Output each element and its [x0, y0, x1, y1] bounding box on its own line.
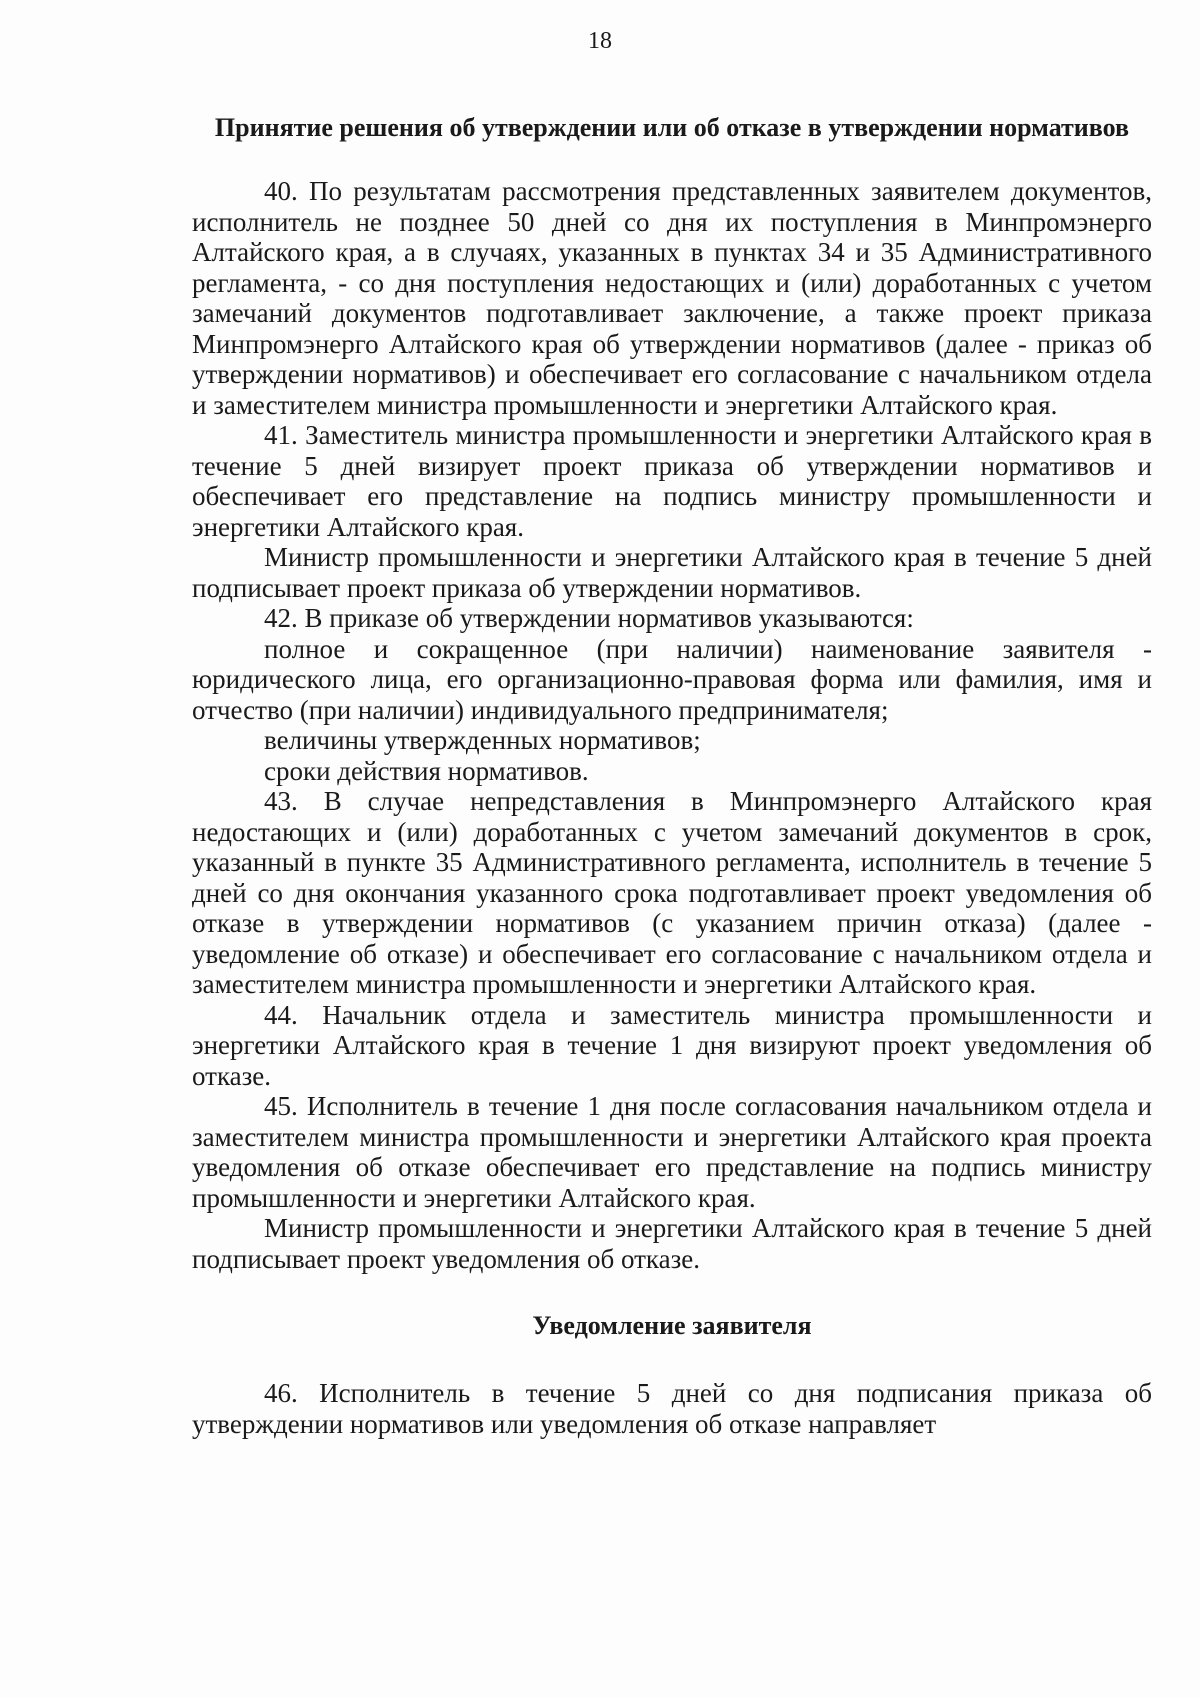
paragraph-42-item-values: величины утвержденных нормативов; [264, 725, 701, 755]
paragraph-46: 46. Исполнитель в течение 5 дней со дня подписания приказа об утверждении нормативов или уведомления об отказе направляет [192, 1378, 1152, 1439]
paragraph-43: 43. В случае непредставления в Минпромэнерго Алтайского края недостающих и (или) доработанных с учетом замечаний документов в срок, указанный в пункте 35 Административного регламента, исполнитель в течение 5 дней со дня окончания указанного срока подготавливает проект уведомления об отказе в утверждении нормативов (с указанием причин отказа) (далее - уведомление об отказе) и обеспечивает его согласование с начальником отдела и заместителем министра промышленности и энергетики Алтайского края. [192, 786, 1152, 999]
section-heading-notification: Уведомление заявителя [532, 1311, 812, 1340]
paragraph-42-item-name: полное и сокращенное (при наличии) наименование заявителя - юридического лица, его организационно-правовая форма или фамилия, имя и отчество (при наличии) индивидуального предпринимателя; [192, 633, 1152, 725]
page-number: 18 [588, 28, 612, 54]
paragraph-45-minister: Министр промышленности и энергетики Алтайского края в течение 5 дней подписывает проект уведомления об отказе. [192, 1213, 1152, 1274]
paragraph-41-minister: Министр промышленности и энергетики Алтайского края в течение 5 дней подписывает проект приказа об утверждении нормативов. [192, 542, 1152, 603]
paragraph-40: 40. По результатам рассмотрения представленных заявителем документов, исполнитель не позднее 50 дней со дня их поступления в Минпромэнерго Алтайского края, а в случаях, указанных в пунктах 34 и 35 Административного регламента, - со дня поступления недостающих и (или) доработанных с учетом замечаний документов подготавливает заключение, а также проект приказа Минпромэнерго Алтайского края об утверждении нормативов (далее - приказ об утверждении нормативов) и обеспечивает его согласование с начальником отдела и заместителем министра промышленности и энергетики Алтайского края. [192, 176, 1152, 420]
paragraph-44: 44. Начальник отдела и заместитель министра промышленности и энергетики Алтайского края в течение 1 дня визируют проект уведомления об отказе. [192, 999, 1152, 1091]
paragraph-45: 45. Исполнитель в течение 1 дня после согласования начальником отдела и заместителем министра промышленности и энергетики Алтайского края проекта уведомления об отказе обеспечивает его представление на подпись министру промышленности и энергетики Алтайского края. [192, 1091, 1152, 1213]
section-heading-decision: Принятие решения об утверждении или об отказе в утверждении нормативов [214, 113, 1130, 142]
document-body [192, 110, 1152, 1439]
paragraph-42: 42. В приказе об утверждении нормативов указываются: [264, 603, 914, 633]
paragraph-41: 41. Заместитель министра промышленности и энергетики Алтайского края в течение 5 дней визирует проект приказа об утверждении нормативов и обеспечивает его представление на подпись министру промышленности и энергетики Алтайского края. [192, 420, 1152, 542]
paragraph-42-item-terms: сроки действия нормативов. [264, 755, 589, 786]
